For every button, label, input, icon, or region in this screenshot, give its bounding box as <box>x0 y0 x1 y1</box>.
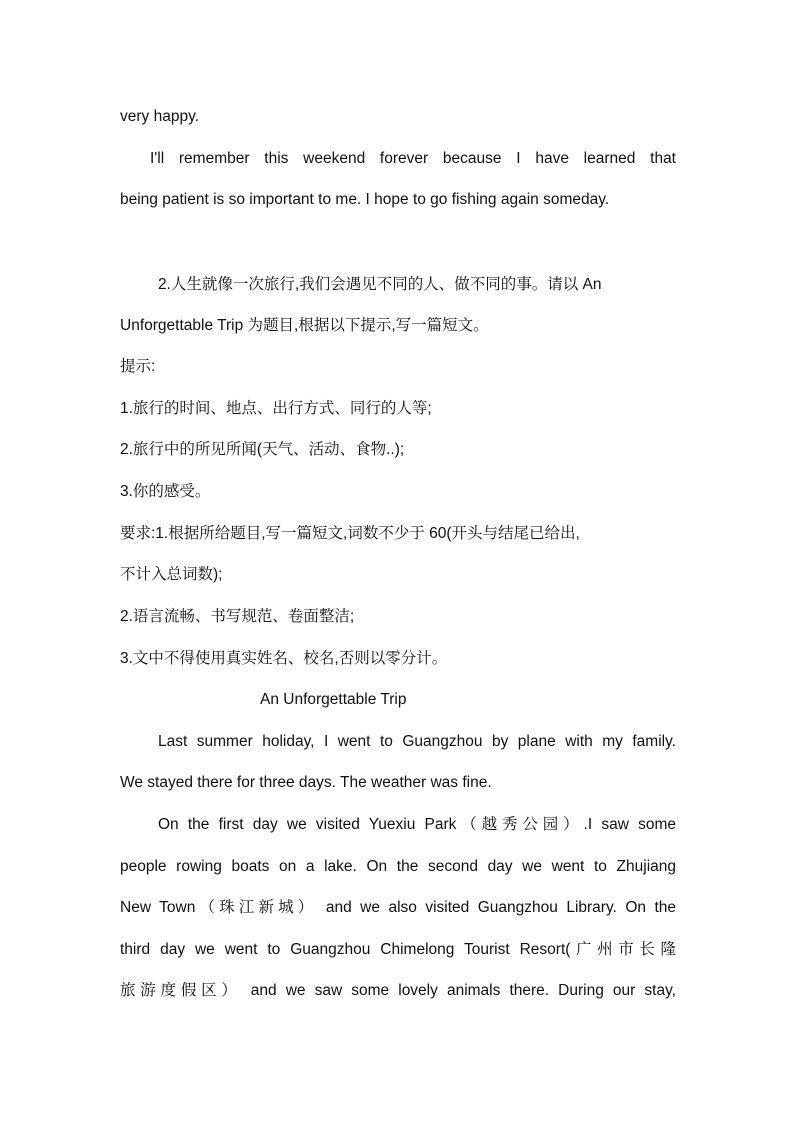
text-line: I'll remember this weekend forever because I have learned that <box>150 150 676 167</box>
requirement-item: 不计入总词数); <box>120 566 223 583</box>
question-heading: 2.人生就像一次旅行,我们会遇见不同的人、做不同的事。请以 An <box>158 276 602 293</box>
hint-label: 提示: <box>120 358 156 375</box>
essay-line: third day we went to Guangzhou Chimelong Tourist Resort(广州市长隆 <box>120 941 676 958</box>
essay-line: Last summer holiday, I went to Guangzhou by plane with my family. <box>158 733 676 750</box>
text-line: very happy. <box>120 108 199 125</box>
text-line: Unforgettable Trip 为题目,根据以下提示,写一篇短文。 <box>120 317 489 334</box>
essay-line: We stayed there for three days. The weather was fine. <box>120 774 492 791</box>
essay-line: On the first day we visited Yuexiu Park（越秀公园）.I saw some <box>158 816 676 833</box>
requirement-item: 要求:1.根据所给题目,写一篇短文,词数不少于 60(开头与结尾已给出, <box>120 525 580 542</box>
text-line: being patient is so important to me. I hope to go fishing again someday. <box>120 191 610 208</box>
requirement-item: 3.文中不得使用真实姓名、校名,否则以零分计。 <box>120 650 448 667</box>
essay-title: An Unforgettable Trip <box>260 691 407 708</box>
hint-item: 1.旅行的时间、地点、出行方式、同行的人等; <box>120 400 432 417</box>
essay-line: New Town（珠江新城） and we also visited Guangzhou Library. On the <box>120 899 676 916</box>
essay-line: 旅游度假区） and we saw some lovely animals there. During our stay, <box>120 982 676 999</box>
requirement-item: 2.语言流畅、书写规范、卷面整洁; <box>120 608 355 625</box>
essay-line: people rowing boats on a lake. On the second day we went to Zhujiang <box>120 858 676 875</box>
hint-item: 2.旅行中的所见所闻(天气、活动、食物..); <box>120 441 405 458</box>
hint-item: 3.你的感受。 <box>120 483 211 500</box>
